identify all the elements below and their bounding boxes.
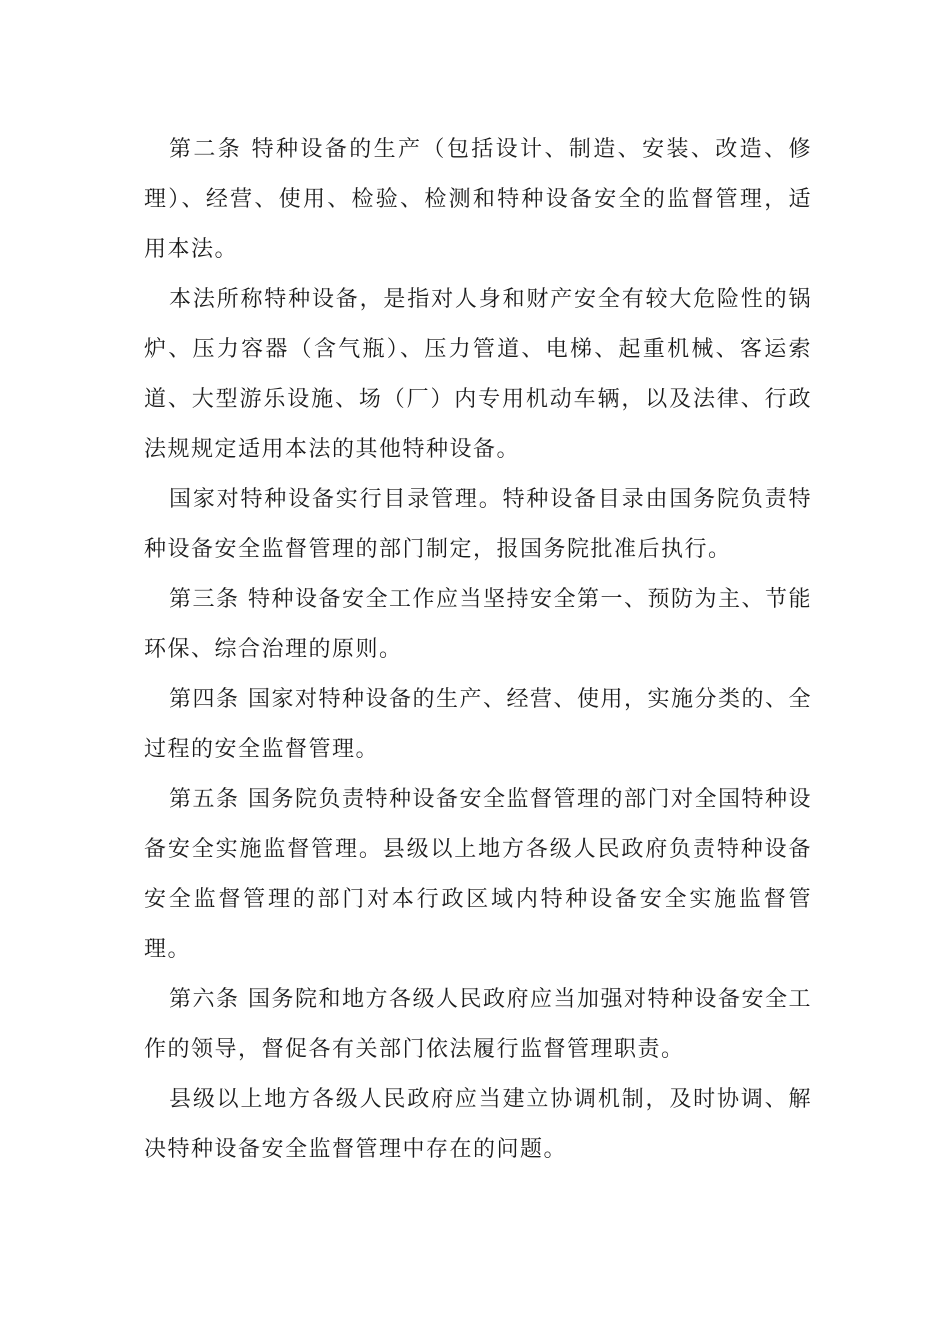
document-page bbox=[144, 125, 812, 1175]
paragraph-catalog: 国家对特种设备实行目录管理。特种设备目录由国务院负责特种设备安全监督管理的部门制定，报国务院批准后执行。 bbox=[144, 487, 812, 562]
paragraph-article-2: 第二条 特种设备的生产（包括设计、制造、安装、改造、修理）、经营、使用、检验、检测和特种设备安全的监督管理，适用本法。 bbox=[144, 137, 812, 262]
paragraph-article-6: 第六条 国务院和地方各级人民政府应当加强对特种设备安全工作的领导，督促各有关部门依法履行监督管理职责。 bbox=[144, 987, 812, 1062]
paragraph-article-3: 第三条 特种设备安全工作应当坚持安全第一、预防为主、节能环保、综合治理的原则。 bbox=[144, 587, 812, 662]
paragraph-coordination: 县级以上地方各级人民政府应当建立协调机制，及时协调、解决特种设备安全监督管理中存在的问题。 bbox=[144, 1087, 812, 1162]
paragraph-definition: 本法所称特种设备，是指对人身和财产安全有较大危险性的锅炉、压力容器（含气瓶）、压力管道、电梯、起重机械、客运索道、大型游乐设施、场（厂）内专用机动车辆，以及法律、行政法规规定适用本法的其他特种设备。 bbox=[144, 287, 812, 462]
paragraph-article-5: 第五条 国务院负责特种设备安全监督管理的部门对全国特种设备安全实施监督管理。县级以上地方各级人民政府负责特种设备安全监督管理的部门对本行政区域内特种设备安全实施监督管理。 bbox=[144, 787, 812, 962]
paragraph-article-4: 第四条 国家对特种设备的生产、经营、使用，实施分类的、全过程的安全监督管理。 bbox=[144, 687, 812, 762]
